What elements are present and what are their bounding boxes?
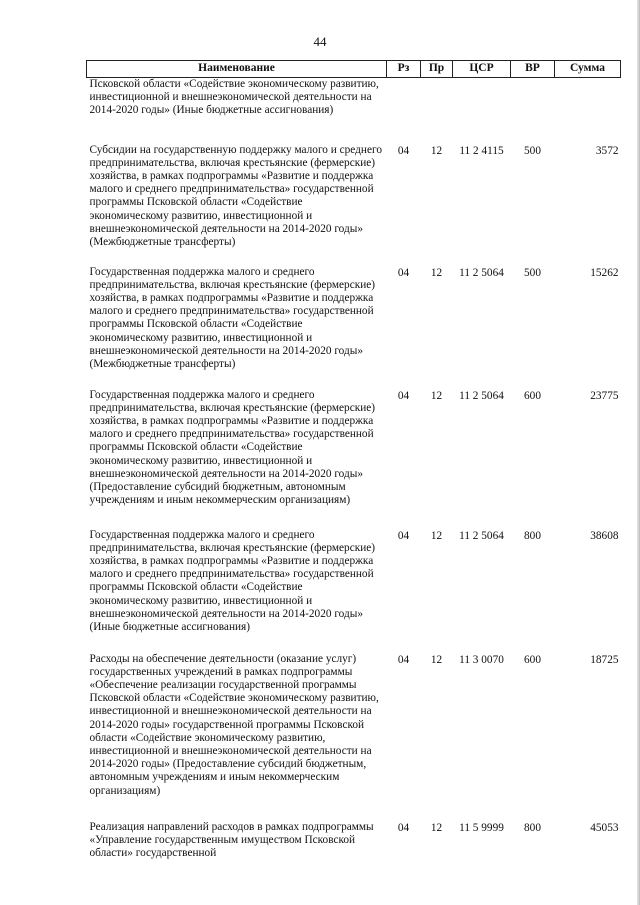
cell-sum: 18725 xyxy=(590,653,619,666)
col-header-rz: Рз xyxy=(387,61,421,78)
col-header-sum: Сумма xyxy=(555,61,621,78)
cell-pr: 12 xyxy=(430,266,443,279)
table-row xyxy=(87,529,621,653)
cell-csr: 11 2 5064 xyxy=(459,266,504,279)
cell-pr: 12 xyxy=(430,653,443,666)
cell-csr: 11 2 5064 xyxy=(459,529,504,542)
cell-csr: 11 2 4115 xyxy=(459,144,504,157)
cell-name: Псковской области «Содействие экономическому развитию, инвестиционной и внешнеэкономической деятельности на 2014-2020 годы» (Иные бюджетные ассигнования) xyxy=(89,78,379,117)
cell-pr xyxy=(421,78,453,144)
cell-rz: 04 xyxy=(397,266,410,279)
cell-rz: 04 xyxy=(397,144,410,157)
table-row xyxy=(87,78,621,144)
cell-rz: 04 xyxy=(397,821,410,834)
cell-vr: 800 xyxy=(524,529,541,542)
cell-sum: 15262 xyxy=(590,266,619,279)
cell-name: Субсидии на государственную поддержку малого и среднего предпринимательства, включая крестьянские (фермерские) хозяйства, в рамках подпрограммы «Развитие и поддержка малого и среднего предпринимательства» государственной программы Псковской области «Содействие экономическому развитию, инвестиционной и внешнеэкономической деятельности на 2014-2020 годы» (Межбюджетные трансферты) xyxy=(89,143,382,248)
table-header xyxy=(87,61,621,78)
cell-pr: 12 xyxy=(430,389,443,402)
cell-vr: 600 xyxy=(524,653,541,666)
cell-vr xyxy=(511,78,555,144)
cell-rz xyxy=(387,78,421,144)
col-header-pr: Пр xyxy=(421,61,453,78)
cell-rz: 04 xyxy=(397,653,410,666)
page-number: 44 xyxy=(313,34,327,49)
cell-rz: 04 xyxy=(397,529,410,542)
cell-name: Расходы на обеспечение деятельности (оказание услуг) государственных учреждений в рамках подпрограммы «Обеспечение реализации государственной программы Псковской области «Содействие экономическому развитию, инвестиционной и внешнеэкономической деятельности на 2014-2020 годы» государственной программы Псковской области «Содействие экономическому развитию, инвестиционной и внешнеэкономической деятельности на 2014-2020 годы» (Предоставление субсидий бюджетным, автономным учреждениям и иным некоммерческим организациям) xyxy=(89,652,379,797)
cell-sum: 45053 xyxy=(590,821,619,834)
cell-sum xyxy=(555,78,621,144)
cell-name: Государственная поддержка малого и среднего предпринимательства, включая крестьянские (фермерские) хозяйства, в рамках подпрограммы «Развитие и поддержка малого и среднего предпринимательства» государственной программы Псковской области «Содействие экономическому развитию, инвестиционной и внешнеэкономической деятельности на 2014-2020 годы» (Межбюджетные трансферты) xyxy=(89,265,376,370)
cell-sum: 38608 xyxy=(590,529,619,542)
cell-vr: 800 xyxy=(524,821,541,834)
cell-sum: 23775 xyxy=(590,389,619,402)
cell-csr: 11 5 9999 xyxy=(459,821,504,834)
col-header-vr: ВР xyxy=(511,61,555,78)
cell-pr: 12 xyxy=(430,144,443,157)
cell-name: Государственная поддержка малого и среднего предпринимательства, включая крестьянские (фермерские) хозяйства, в рамках подпрограммы «Развитие и поддержка малого и среднего предпринимательства» государственной программы Псковской области «Содействие экономическому развитию, инвестиционной и внешнеэкономической деятельности на 2014-2020 годы» (Иные бюджетные ассигнования) xyxy=(89,528,376,633)
cell-csr xyxy=(453,78,511,144)
col-header-name: Наименование xyxy=(87,61,387,78)
cell-sum: 3572 xyxy=(595,144,619,157)
table-row xyxy=(87,144,621,266)
table-row xyxy=(87,389,621,529)
cell-vr: 500 xyxy=(524,266,541,279)
cell-rz: 04 xyxy=(397,389,410,402)
col-header-csr: ЦСР xyxy=(453,61,511,78)
budget-table xyxy=(86,60,621,863)
cell-name: Реализация направлений расходов в рамках подпрограммы «Управление государственным имуществом Псковской области» государственной xyxy=(89,820,374,859)
table-row xyxy=(87,821,621,863)
cell-vr: 600 xyxy=(524,389,541,402)
table-body xyxy=(87,78,621,863)
table-row xyxy=(87,653,621,821)
cell-pr: 12 xyxy=(430,821,443,834)
cell-csr: 11 2 5064 xyxy=(459,389,504,402)
cell-csr: 11 3 0070 xyxy=(459,653,504,666)
cell-pr: 12 xyxy=(430,529,443,542)
table-row xyxy=(87,266,621,389)
cell-name: Государственная поддержка малого и среднего предпринимательства, включая крестьянские (фермерские) хозяйства, в рамках подпрограммы «Развитие и поддержка малого и среднего предпринимательства» государственной программы Псковской области «Содействие экономическому развитию, инвестиционной и внешнеэкономической деятельности на 2014-2020 годы» (Предоставление субсидий бюджетным, автономным учреждениям и иным некоммерческим организациям) xyxy=(89,388,376,507)
cell-vr: 500 xyxy=(524,144,541,157)
